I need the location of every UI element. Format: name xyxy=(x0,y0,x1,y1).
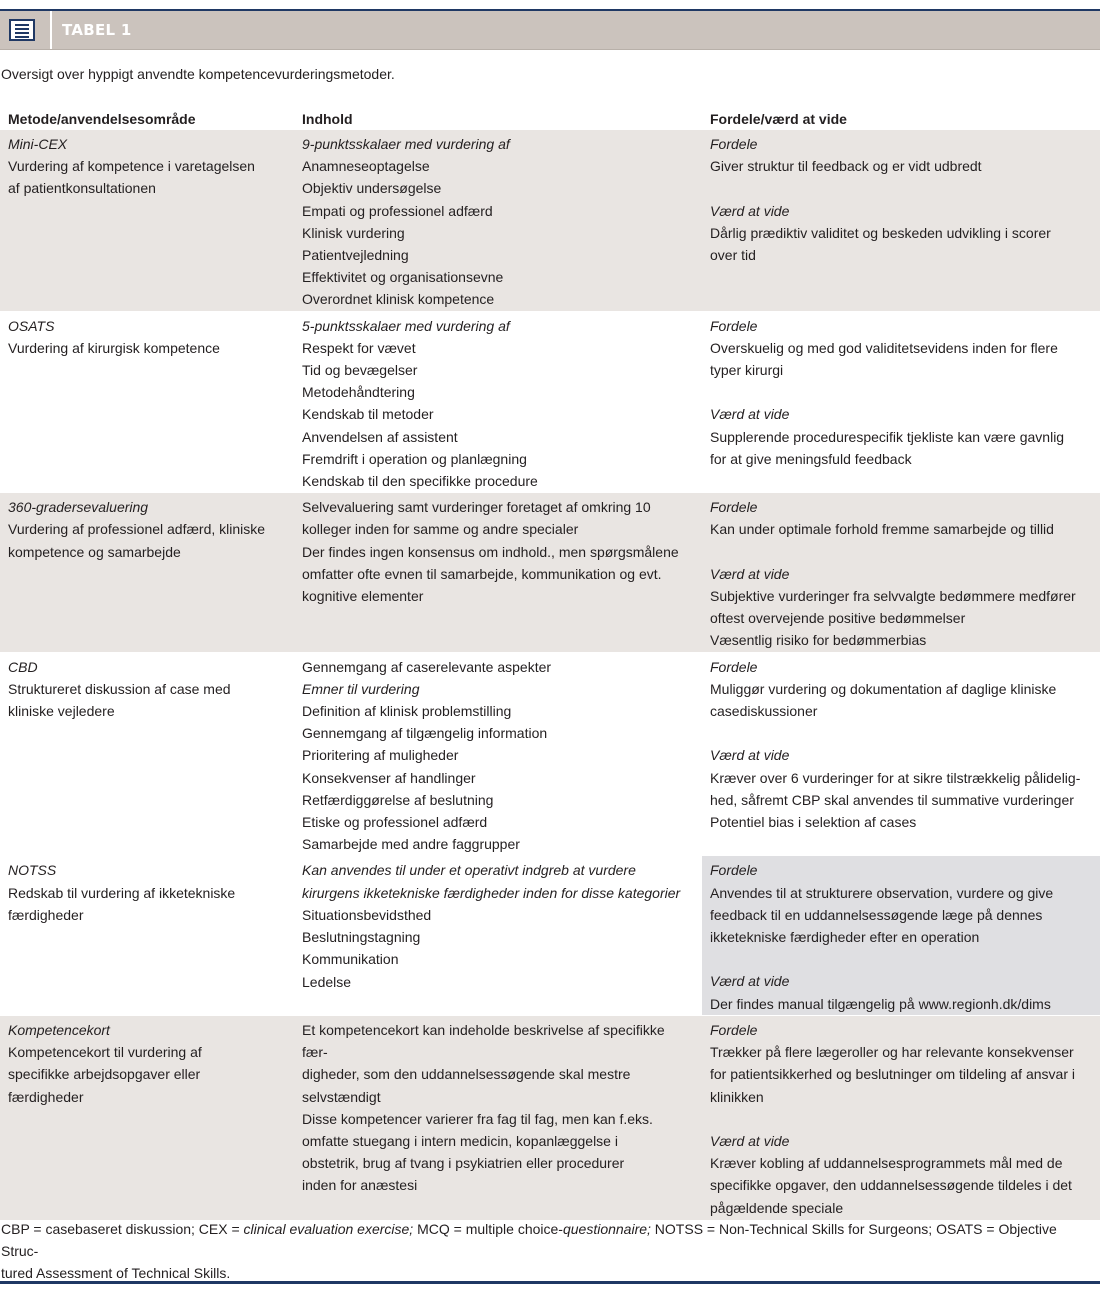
pros-cell xyxy=(702,856,1100,1015)
content-cell xyxy=(294,652,702,856)
table-row xyxy=(0,311,1100,493)
content-item: Effektivitet og organisationsevne xyxy=(302,269,504,286)
table-header-row xyxy=(0,108,1100,130)
content-item: selvstændigt xyxy=(302,1088,381,1105)
content-item: Disse kompetencer varierer fra fag til fag, men kan f.eks. xyxy=(302,1110,653,1127)
notes-line: Der findes manual tilgængelig på www.regionh.dk/dims xyxy=(710,995,1051,1012)
pros-heading: Fordele xyxy=(710,317,758,334)
pros-line: Giver struktur til feedback og er vidt udbredt xyxy=(710,158,982,175)
method-desc-line: kompetence og samarbejde xyxy=(8,543,181,560)
notes-line: Kræver over 6 vurderinger for at sikre tilstrækkelig pålidelig- xyxy=(710,769,1081,786)
table-title: TABEL 1 xyxy=(62,21,132,39)
content-item: Ledelse xyxy=(302,973,352,990)
method-desc-line: Redskab til vurdering af ikketekniske xyxy=(8,884,236,901)
content-item: Metodehåndtering xyxy=(302,384,415,401)
method-desc-line: Struktureret diskussion af case med xyxy=(8,680,231,697)
pros-line: ikketekniske færdigheder efter en operation xyxy=(710,929,980,946)
footnote-text: CBP = casebaseret diskussion; CEX = xyxy=(1,1221,244,1237)
content-heading: 9-punktsskalaer med vurdering af xyxy=(302,136,510,152)
content-item: Anamneseoptagelse xyxy=(302,158,430,175)
footnote xyxy=(1,1218,1091,1284)
content-item: Konsekvenser af handlinger xyxy=(302,769,476,786)
content-item: Gennemgang af tilgængelig information xyxy=(302,725,548,742)
content-item: digheder, som den uddannelsessøgende skal mestre xyxy=(302,1066,631,1083)
method-name: Kompetencekort xyxy=(8,1021,110,1038)
notes-line: for at give meningsfuld feedback xyxy=(710,450,912,467)
table-row xyxy=(0,493,1100,652)
method-desc-line: af patientkonsultationen xyxy=(8,180,156,197)
content-item: inden for anæstesi xyxy=(302,1177,418,1194)
content-item: omfatter ofte evnen til samarbejde, kommunikation og evt. xyxy=(302,565,662,582)
pros-cell xyxy=(702,652,1100,856)
header-divider xyxy=(50,11,52,49)
content-item: Patientvejledning xyxy=(302,247,409,264)
pros-line: Muliggør vurdering og dokumentation af daglige kliniske xyxy=(710,680,1057,697)
document-icon xyxy=(9,19,35,41)
pros-line: for patientsikkerhed og beslutninger om tildeling af ansvar i xyxy=(710,1066,1075,1083)
content-item: Der findes ingen konsensus om indhold., men spørgsmålene xyxy=(302,543,679,560)
method-name: 360-gradersevaluering xyxy=(8,499,149,516)
notes-line: pågældende speciale xyxy=(710,1199,844,1216)
column-header-content: Indhold xyxy=(302,111,353,127)
table-header-bar xyxy=(0,11,1100,50)
method-name: OSATS xyxy=(8,317,55,334)
pros-line: Overskuelig og med god validitetsevidens inden for flere xyxy=(710,339,1058,356)
content-item: Empati og professionel adfærd xyxy=(302,202,493,219)
method-desc-line: kliniske vejledere xyxy=(8,703,115,720)
method-cell xyxy=(0,1015,294,1220)
content-item: Anvendelsen af assistent xyxy=(302,428,458,445)
pros-line: feedback til en uddannelsessøgende læge på dennes xyxy=(710,906,1043,923)
content-item: Kendskab til metoder xyxy=(302,406,434,423)
method-cell xyxy=(0,652,294,856)
method-desc-line: Vurdering af kompetence i varetagelsen xyxy=(8,158,255,175)
table-row xyxy=(0,1015,1100,1220)
content-intro: Gennemgang af caserelevante aspekter xyxy=(302,658,552,675)
pros-heading: Fordele xyxy=(710,658,758,675)
content-item: Retfærdiggørelse af beslutning xyxy=(302,791,494,808)
method-desc-line: færdigheder xyxy=(8,906,84,923)
method-name: CBD xyxy=(8,658,38,675)
content-item: Etiske og professionel adfærd xyxy=(302,814,488,831)
content-item: Samarbejde med andre faggrupper xyxy=(302,836,520,853)
column-header-pros: Fordele/værd at vide xyxy=(710,111,847,127)
footnote-text: NOTSS = Non-Technical Skills for Surgeons; OSATS = Objective Struc- xyxy=(1,1221,1057,1259)
content-item: Fremdrift i operation og planlægning xyxy=(302,450,527,467)
pros-line: casediskussioner xyxy=(710,703,818,720)
methods-table xyxy=(0,108,1100,1221)
content-heading: 5-punktsskalaer med vurdering af xyxy=(302,317,510,334)
notes-line: oftest overvejende positive bedømmelser xyxy=(710,610,966,627)
content-item: Beslutningstagning xyxy=(302,929,421,946)
method-cell xyxy=(0,311,294,493)
content-cell xyxy=(294,493,702,652)
pros-cell xyxy=(702,493,1100,652)
footnote-text: tured Assessment of Technical Skills. xyxy=(1,1265,231,1281)
method-name: NOTSS xyxy=(8,862,57,879)
method-desc-line: færdigheder xyxy=(8,1088,84,1105)
pros-heading: Fordele xyxy=(710,499,758,516)
content-item: Kommunikation xyxy=(302,951,399,968)
content-item: Respekt for vævet xyxy=(302,339,416,356)
notes-heading: Værd at vide xyxy=(710,565,790,582)
content-heading: Kan anvendes til under et operativt indgreb at vurdere xyxy=(302,862,636,879)
notes-line: Dårlig prædiktiv validitet og beskeden udvikling i scorer xyxy=(710,224,1051,241)
method-cell xyxy=(0,856,294,1015)
method-desc-line: Kompetencekort til vurdering af xyxy=(8,1044,202,1061)
column-header-method: Metode/anvendelsesområde xyxy=(8,111,196,127)
content-item: Prioritering af muligheder xyxy=(302,747,459,764)
notes-heading: Værd at vide xyxy=(710,747,790,764)
notes-line: Subjektive vurderinger fra selvvalgte bedømmere medfører xyxy=(710,588,1076,605)
content-cell xyxy=(294,1015,702,1220)
content-heading: kirurgens ikketekniske færdigheder inden for disse kategorier xyxy=(302,884,681,901)
footnote-text: MCQ = multiple choice- xyxy=(413,1221,563,1237)
pros-cell xyxy=(702,311,1100,493)
pros-heading: Fordele xyxy=(710,862,758,879)
notes-heading: Værd at vide xyxy=(710,1132,790,1149)
content-item: Objektiv undersøgelse xyxy=(302,180,442,197)
content-heading: Emner til vurdering xyxy=(302,680,420,697)
content-item: Situationsbevidsthed xyxy=(302,906,432,923)
content-item: kolleger inden for samme og andre specialer xyxy=(302,521,579,538)
table-row xyxy=(0,856,1100,1015)
table-row xyxy=(0,652,1100,856)
pros-line: Kan under optimale forhold fremme samarbejde og tillid xyxy=(710,521,1054,538)
content-item: Selvevaluering samt vurderinger foretaget af omkring 10 xyxy=(302,499,651,516)
notes-line: Væsentlig risiko for bedømmerbias xyxy=(710,632,927,649)
table-caption: Oversigt over hyppigt anvendte kompetencevurderingsmetoder. xyxy=(1,66,395,82)
footnote-italic: questionnaire; xyxy=(562,1221,651,1237)
pros-cell xyxy=(702,130,1100,311)
notes-heading: Værd at vide xyxy=(710,202,790,219)
content-item: kognitive elementer xyxy=(302,588,424,605)
content-item: Kendskab til den specifikke procedure xyxy=(302,473,538,490)
pros-heading: Fordele xyxy=(710,1021,758,1038)
pros-line: klinikken xyxy=(710,1088,764,1105)
content-cell xyxy=(294,130,702,311)
content-item: Tid og bevægelser xyxy=(302,362,418,379)
footnote-italic: clinical evaluation exercise; xyxy=(243,1221,414,1237)
method-desc-line: Vurdering af kirurgisk kompetence xyxy=(8,339,220,356)
notes-heading: Værd at vide xyxy=(710,406,790,423)
notes-line: over tid xyxy=(710,247,756,263)
pros-line: Trækker på flere lægeroller og har relevante konsekvenser xyxy=(710,1044,1074,1061)
method-desc-line: Vurdering af professionel adfærd, kliniske xyxy=(8,521,266,538)
method-cell xyxy=(0,493,294,652)
pros-cell xyxy=(702,1015,1100,1220)
notes-line: Kræver kobling af uddannelsesprogrammets mål med de xyxy=(710,1155,1063,1172)
content-item: obstetrik, brug af tvang i psykiatrien eller procedurer xyxy=(302,1155,625,1172)
content-item: Overordnet klinisk kompetence xyxy=(302,291,495,308)
content-cell xyxy=(294,856,702,1015)
notes-heading: Værd at vide xyxy=(710,973,790,990)
content-cell xyxy=(294,311,702,493)
notes-line: Supplerende procedurespecifik tjekliste kan være gavnlig xyxy=(710,428,1065,445)
bottom-rule xyxy=(0,1281,1100,1284)
content-item: Et kompetencekort kan indeholde beskrivelse af specifikke fær- xyxy=(302,1021,665,1061)
notes-line: specifikke opgaver, den uddannelsessøgende tildeles i det xyxy=(710,1177,1072,1194)
notes-line: hed, såfremt CBP skal anvendes til summative vurderinger xyxy=(710,791,1074,808)
content-item: Definition af klinisk problemstilling xyxy=(302,703,512,720)
method-cell xyxy=(0,130,294,311)
pros-line: Anvendes til at strukturere observation, vurdere og give xyxy=(710,884,1054,901)
notes-line: Potentiel bias i selektion af cases xyxy=(710,814,917,831)
pros-line: typer kirurgi xyxy=(710,362,784,379)
table-row xyxy=(0,130,1100,311)
method-name: Mini-CEX xyxy=(8,136,68,152)
content-item: Klinisk vurdering xyxy=(302,224,405,241)
pros-heading: Fordele xyxy=(710,136,758,152)
method-desc-line: specifikke arbejdsopgaver eller xyxy=(8,1066,201,1083)
content-item: omfatte stuegang i intern medicin, kopanlæggelse i xyxy=(302,1132,618,1149)
